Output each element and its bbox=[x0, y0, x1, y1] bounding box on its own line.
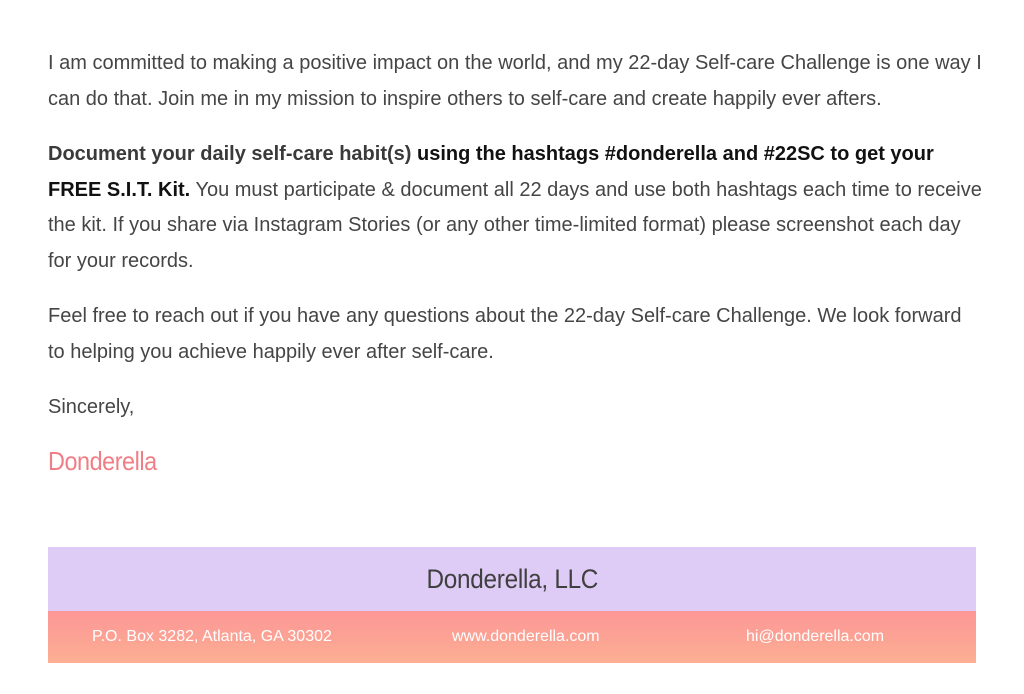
letter-body bbox=[48, 46, 983, 478]
postal-address: P.O. Box 3282, Atlanta, GA 30302 bbox=[92, 628, 332, 645]
company-name: Donderella, LLC bbox=[426, 563, 598, 594]
instruction-details: You must participate & document all 22 days and use both hashtags each time to receive the kit. If you share via Instagram Stories (or any other time-limited format) please screenshot each day for your records. bbox=[48, 178, 982, 272]
footer-banner bbox=[48, 547, 976, 663]
paragraph-instructions bbox=[48, 137, 983, 279]
footer-company-band bbox=[48, 547, 976, 611]
email-link[interactable]: hi@donderella.com bbox=[746, 628, 885, 645]
instruction-bold-hashtags: using the hashtags #donderella and #22SC to get your FREE S.I.T. Kit. bbox=[48, 143, 934, 201]
paragraph-contact: Feel free to reach out if you have any questions about the 22-day Self-care Challenge. We look forward to helping you achieve happily ever after self-care. bbox=[48, 305, 962, 363]
footer-contact-band bbox=[48, 611, 976, 663]
instruction-bold-lead: Document your daily self-care habit(s) bbox=[48, 143, 412, 165]
website-link[interactable]: www.donderella.com bbox=[452, 628, 600, 645]
signature: Donderella bbox=[48, 445, 157, 476]
paragraph-commitment: I am committed to making a positive impact on the world, and my 22-day Self-care Challenge is one way I can do that. Join me in my mission to inspire others to self-care and create happily ever afters. bbox=[48, 52, 982, 110]
closing-salutation: Sincerely, bbox=[48, 396, 135, 418]
